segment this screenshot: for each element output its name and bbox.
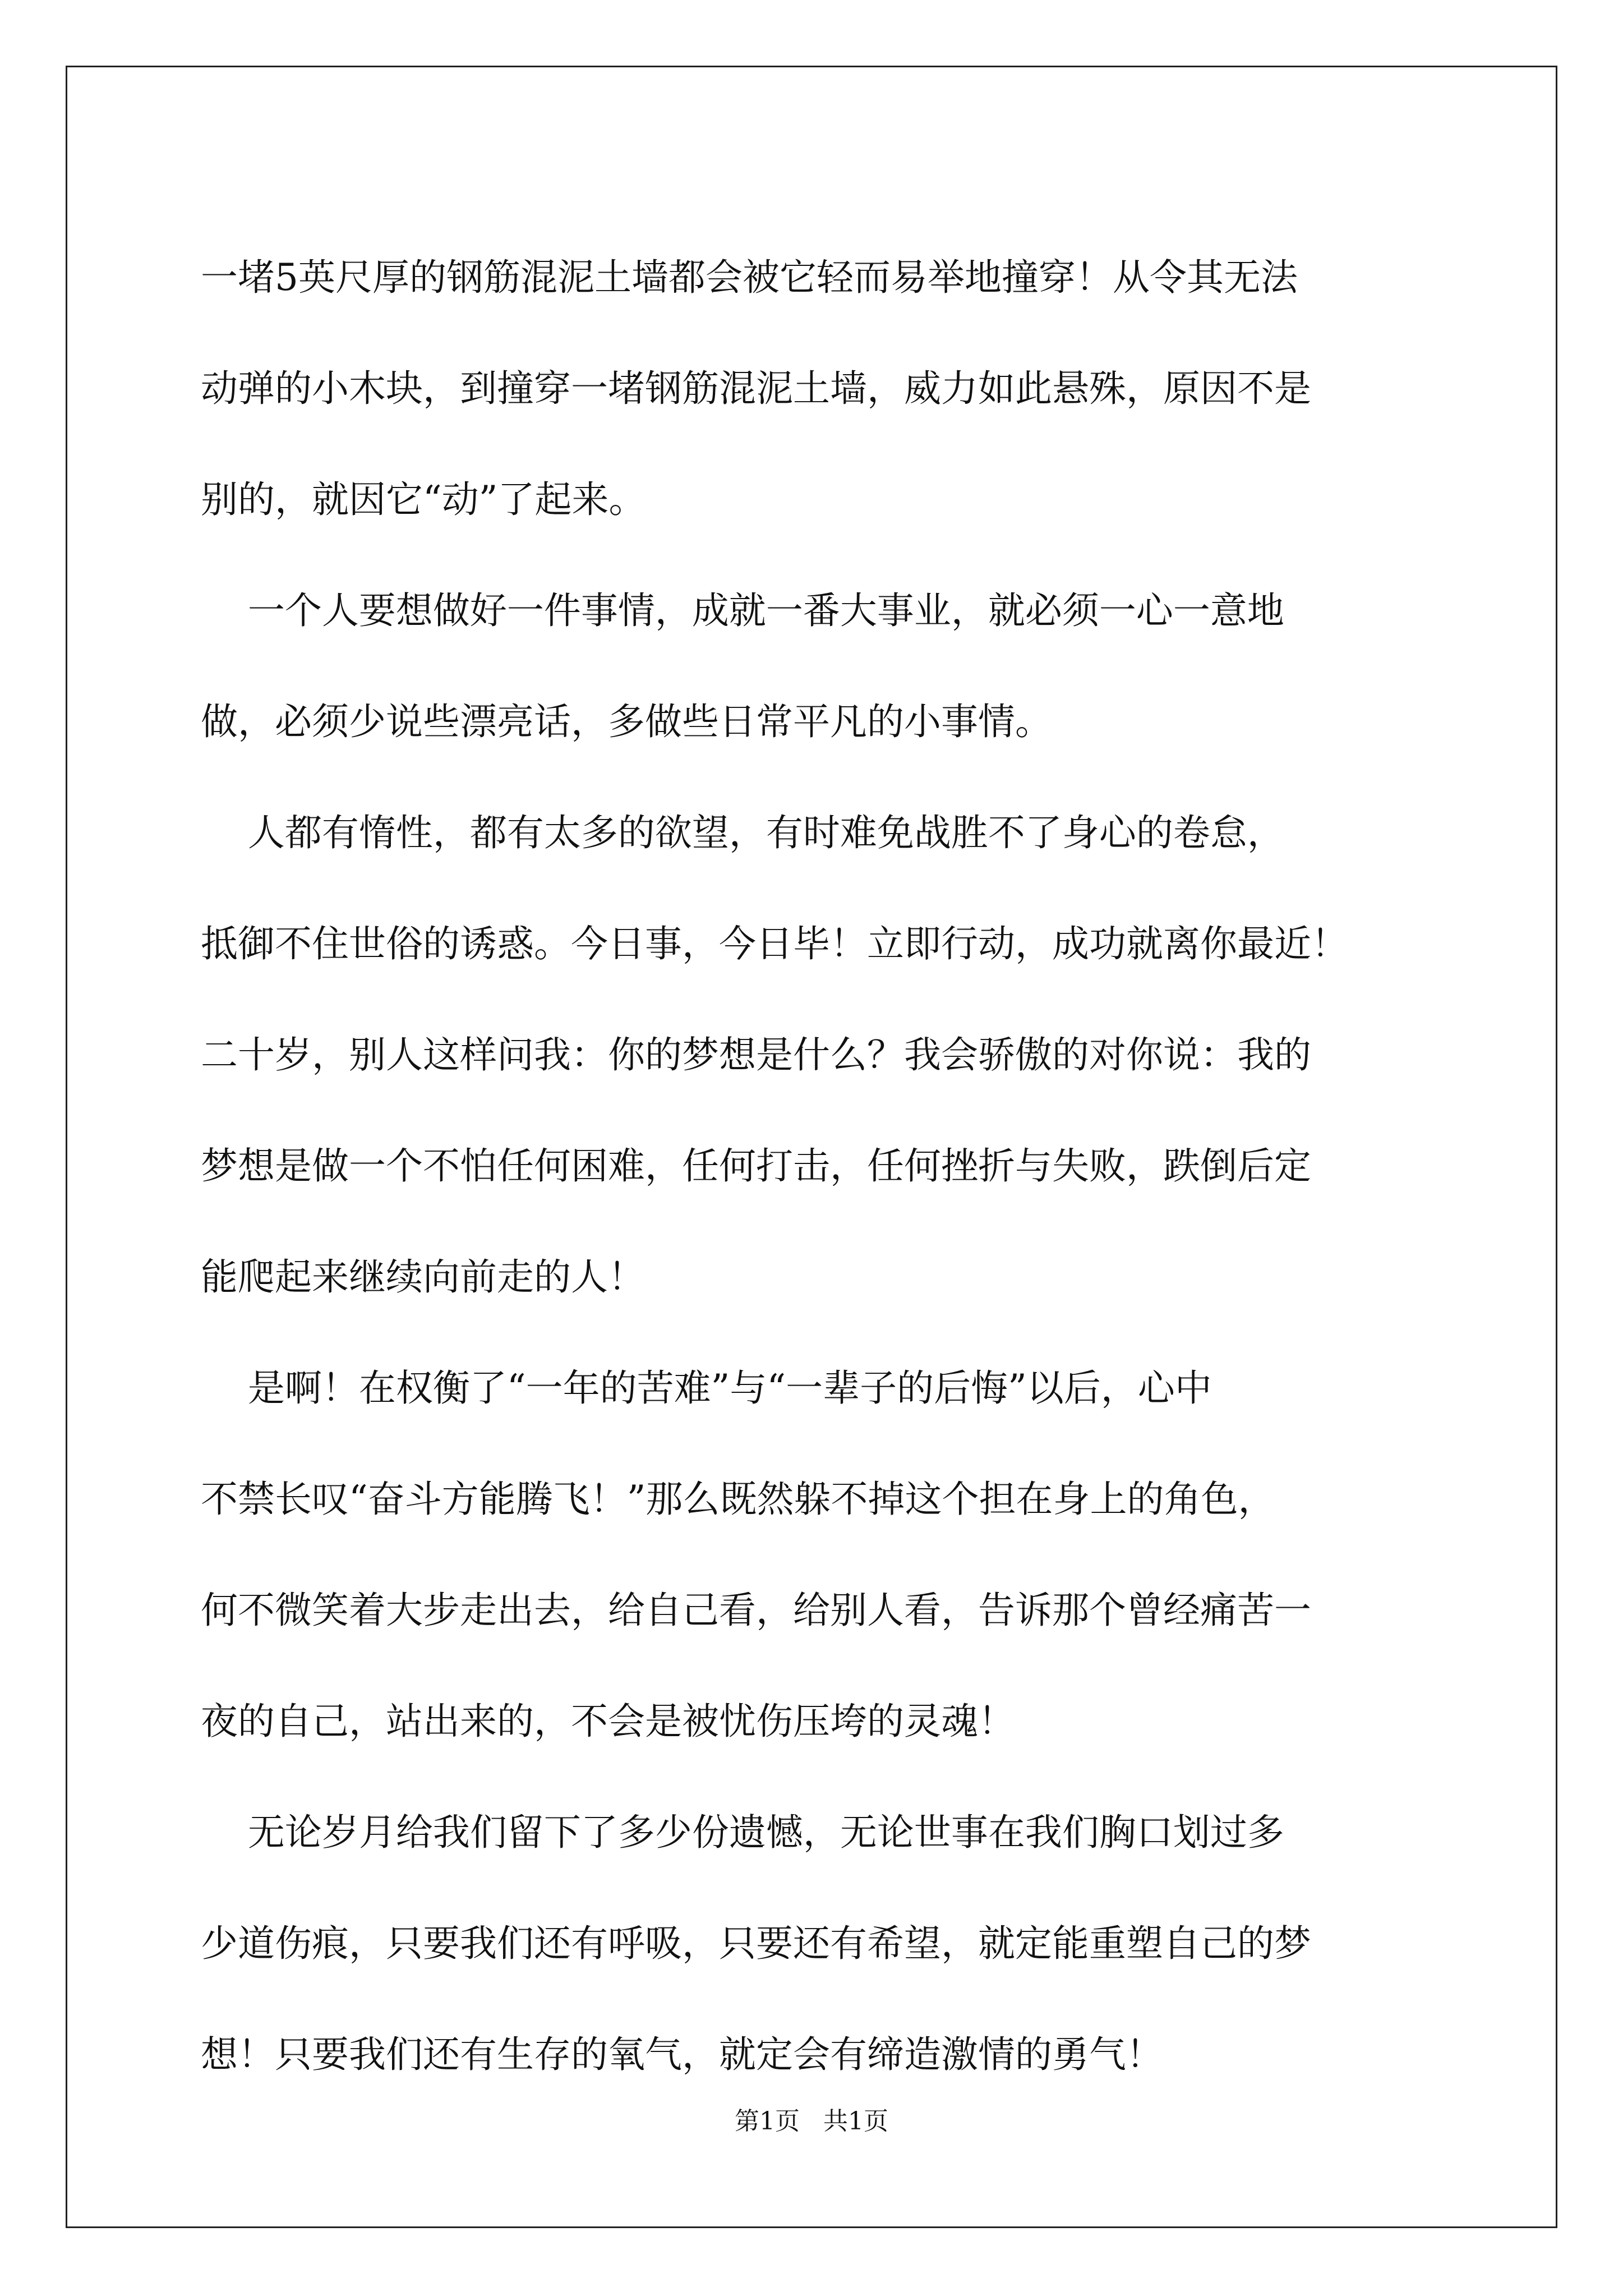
page-number-footer: 第1页 共1页: [735, 2107, 888, 2136]
text-line: 二十岁，别人这样问我：你的梦想是什么？我会骄傲的对你说：我的: [201, 1033, 1311, 1076]
text-line: 动弹的小木块，到撞穿一堵钢筋混泥土墙，威力如此悬殊，原因不是: [201, 367, 1311, 410]
text-line: 能爬起来继续向前走的人！: [201, 1255, 645, 1299]
text-line: 不禁长叹“奋斗方能腾飞！”那么既然躲不掉这个担在身上的角色，: [201, 1478, 1275, 1521]
text-line: 无论岁月给我们留下了多少份遗憾，无论世事在我们胸口划过多: [201, 1811, 1284, 1854]
text-line: 少道伤痕，只要我们还有呼吸，只要还有希望，就定能重塑自己的梦: [201, 1922, 1311, 1965]
text-line: 抵御不住世俗的诱惑。今日事，今日毕！立即行动，成功就离你最近！: [201, 922, 1348, 965]
text-line: 做，必须少说些漂亮话，多做些日常平凡的小事情。: [201, 700, 1052, 743]
text-line: 人都有惰性，都有太多的欲望，有时难免战胜不了身心的卷怠，: [201, 811, 1284, 854]
text-line: 想！只要我们还有生存的氧气，就定会有缔造激情的勇气！: [201, 2033, 1163, 2076]
text-line: 梦想是做一个不怕任何困难，任何打击，任何挫折与失败，跌倒后定: [201, 1144, 1311, 1188]
text-line: 夜的自己，站出来的，不会是被忧伤压垮的灵魂！: [201, 1700, 1015, 1743]
text-line: 一个人要想做好一件事情，成就一番大事业，就必须一心一意地: [201, 589, 1284, 632]
text-line: 一堵5英尺厚的钢筋混泥土墙都会被它轻而易举地撞穿！从令其无法: [201, 256, 1298, 299]
text-line: 是啊！在权衡了“一年的苦难”与“一辈子的后悔”以后，心中: [201, 1366, 1212, 1410]
text-line: 何不微笑着大步走出去，给自己看，给别人看，告诉那个曾经痛苦一: [201, 1589, 1311, 1632]
text-line: 别的，就因它“动”了起来。: [201, 478, 646, 521]
document-body: [201, 222, 1429, 2110]
